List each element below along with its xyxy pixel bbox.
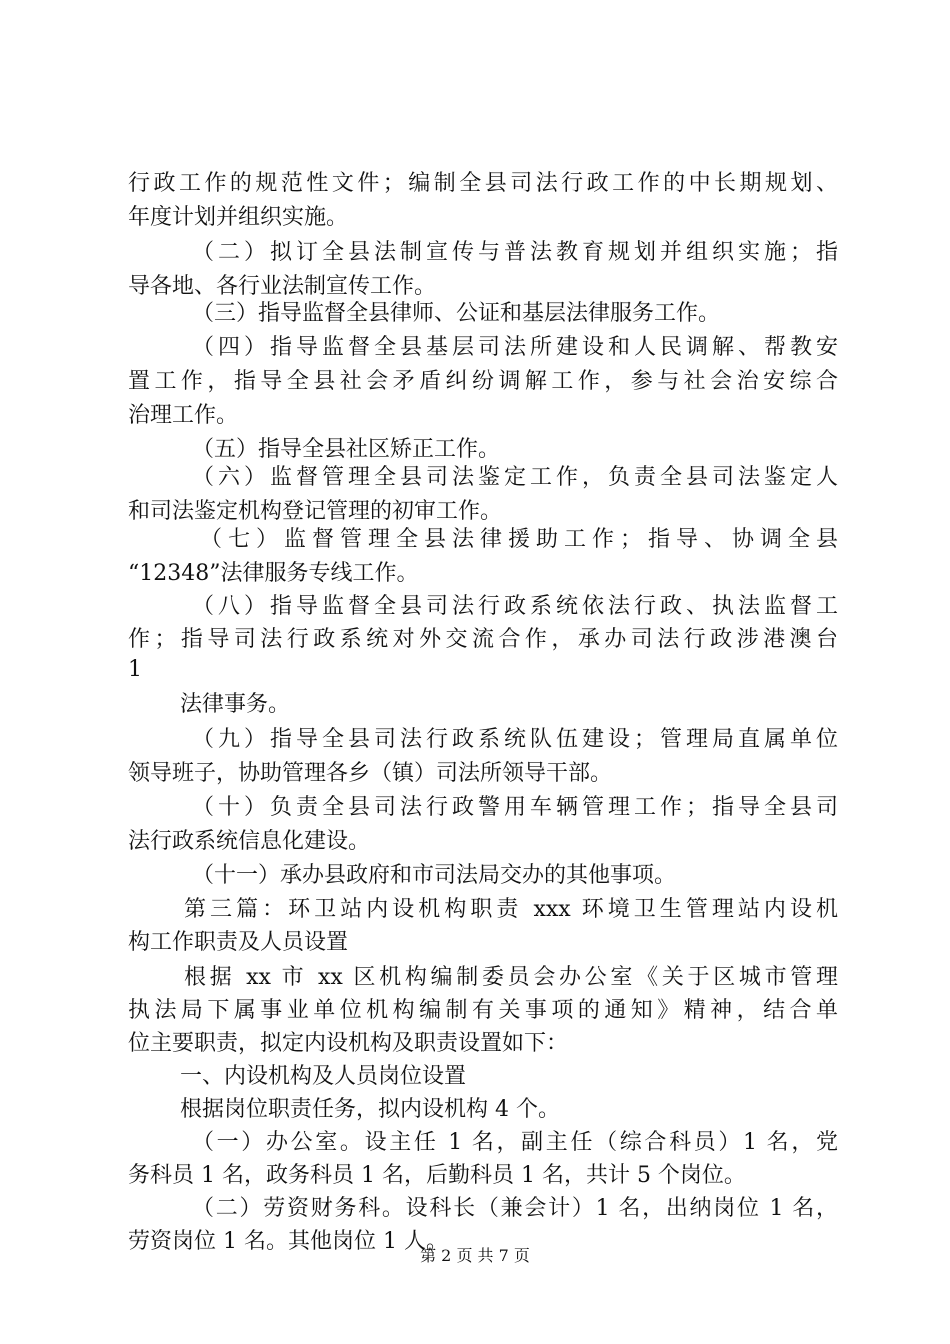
- text-line: （九）指导全县司法行政系统队伍建设；管理局直属单位: [192, 727, 838, 752]
- page-footer: 第 2 页 共 7 页: [420, 1246, 530, 1265]
- text-line: （二）拟订全县法制宣传与普法教育规划并组织实施；指: [192, 240, 838, 265]
- text-line: 导各地、各行业法制宣传工作。: [128, 274, 437, 299]
- text-line: 治理工作。: [128, 403, 239, 428]
- text-line: 劳资岗位 1 名。其他岗位 1 人。: [128, 1229, 448, 1254]
- page-break-number: 1: [128, 657, 142, 682]
- text-line: 作；指导司法行政系统对外交流合作，承办司法行政涉港澳台: [128, 627, 838, 652]
- text-line: （十）负责全县司法行政警用车辆管理工作；指导全县司: [192, 795, 838, 820]
- text-line: 一、内设机构及人员岗位设置: [180, 1064, 467, 1089]
- text-line: 根据 xx 市 xx 区机构编制委员会办公室《关于区城市管理: [184, 965, 838, 990]
- text-line: 务科员 1 名，政务科员 1 名，后勤科员 1 名，共计 5 个岗位。: [128, 1163, 746, 1188]
- text-line: （八）指导监督全县司法行政系统依法行政、执法监督工: [192, 594, 838, 619]
- text-line: （一）办公室。设主任 1 名，副主任（综合科员）1 名，党: [192, 1130, 838, 1155]
- text-line: （五）指导全县社区矫正工作。: [192, 437, 501, 462]
- text-line: 行政工作的规范性文件；编制全县司法行政工作的中长期规划、: [128, 171, 838, 196]
- text-line: 和司法鉴定机构登记管理的初审工作。: [128, 499, 503, 524]
- text-line: 法行政系统信息化建设。: [128, 829, 371, 854]
- text-line: （十一）承办县政府和市司法局交办的其他事项。: [192, 863, 677, 888]
- text-line: 置工作，指导全县社会矛盾纠纷调解工作，参与社会治安综合: [128, 369, 838, 394]
- text-line: （七）监督管理全县法律援助工作；指导、协调全县: [200, 527, 838, 552]
- text-line: 法律事务。: [180, 692, 291, 717]
- text-line: 执法局下属事业单位机构编制有关事项的通知》精神，结合单: [128, 998, 838, 1023]
- text-line: 领导班子，协助管理各乡（镇）司法所领导干部。: [128, 761, 613, 786]
- text-line: （六）监督管理全县司法鉴定工作，负责全县司法鉴定人: [192, 465, 838, 490]
- text-line: 位主要职责，拟定内设机构及职责设置如下：: [128, 1031, 569, 1056]
- text-line: （三）指导监督全县律师、公证和基层法律服务工作。: [192, 301, 721, 326]
- text-line: 构工作职责及人员设置: [128, 930, 349, 955]
- section-heading-line: 第三篇：环卫站内设机构职责 xxx 环境卫生管理站内设机: [184, 897, 838, 922]
- text-line: （二）劳资财务科。设科长（兼会计）1 名，出纳岗位 1 名，: [192, 1196, 838, 1221]
- text-line: 年度计划并组织实施。: [128, 205, 349, 230]
- text-line: “12348”法律服务专线工作。: [128, 561, 419, 586]
- text-line: （四）指导监督全县基层司法所建设和人民调解、帮教安: [192, 335, 838, 360]
- text-line: 根据岗位职责任务，拟内设机构 4 个。: [180, 1097, 560, 1122]
